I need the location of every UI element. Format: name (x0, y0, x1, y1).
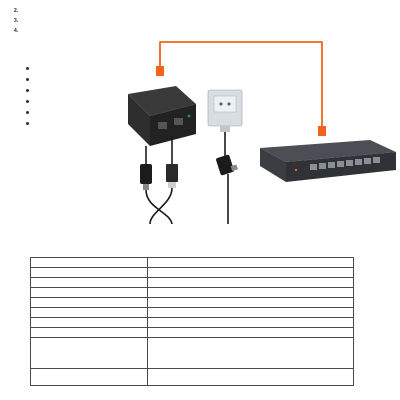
kit-item (26, 74, 104, 85)
spec-value (148, 288, 354, 298)
spec-value (148, 338, 354, 369)
spec-key (31, 288, 148, 298)
step-4: 4. (14, 26, 392, 36)
spec-value (148, 318, 354, 328)
table-row (31, 268, 354, 278)
injector-port (174, 118, 183, 125)
spec-value (148, 328, 354, 338)
injector-led-icon (188, 115, 191, 118)
spec-value (148, 268, 354, 278)
spec-key (31, 308, 148, 318)
spec-key (31, 318, 148, 328)
spec-key (31, 298, 148, 308)
table-row (31, 328, 354, 338)
bullet-icon (26, 111, 29, 114)
kit-item (26, 118, 104, 129)
injector-port (158, 122, 167, 129)
table-row (31, 338, 354, 369)
instruction-steps (14, 6, 392, 36)
spec-value (148, 308, 354, 318)
table-row (31, 288, 354, 298)
adapter-plate (214, 96, 236, 112)
adapter-plug (220, 126, 230, 132)
kit-item (26, 96, 104, 107)
connection-diagram (110, 36, 400, 226)
spec-key (31, 328, 148, 338)
step-2-text (21, 6, 392, 16)
table-row (31, 369, 354, 386)
table-row (31, 278, 354, 288)
kit-list (26, 63, 104, 129)
bullet-icon (26, 100, 29, 103)
table-row (31, 298, 354, 308)
step-3: 3. (14, 16, 392, 26)
socket-hole-icon (227, 102, 230, 105)
spec-value (148, 278, 354, 288)
spec-key (31, 268, 148, 278)
kit-item (26, 107, 104, 118)
orange-rj45-plug (318, 126, 326, 136)
socket-hole-icon (219, 102, 222, 105)
rj45-plug (166, 164, 178, 188)
black-ethernet-cable (146, 190, 172, 224)
spec-key (31, 338, 148, 369)
bullet-icon (26, 78, 29, 81)
router-device (260, 140, 396, 182)
spec-key (31, 258, 148, 268)
dc-plug-angled (216, 154, 238, 175)
spec-value (148, 258, 354, 268)
dc-plug (140, 164, 152, 190)
bullet-icon (26, 122, 29, 125)
table-row (31, 308, 354, 318)
poe-injector (128, 86, 196, 146)
bullet-icon (26, 67, 29, 70)
bullet-icon (26, 89, 29, 92)
step-3-text (21, 16, 392, 26)
router-led-icon (295, 169, 297, 171)
kit-item (26, 85, 104, 96)
spec-key (31, 369, 148, 386)
orange-rj45-plug (156, 66, 164, 76)
spec-value (148, 369, 354, 386)
table-row (31, 318, 354, 328)
step-4-text (21, 26, 392, 36)
step-2: 2. (14, 6, 392, 16)
specs-table (30, 257, 354, 386)
kit-item (26, 63, 104, 74)
power-adapter (208, 90, 242, 132)
spec-key (31, 278, 148, 288)
table-row (31, 258, 354, 268)
spec-value (148, 298, 354, 308)
